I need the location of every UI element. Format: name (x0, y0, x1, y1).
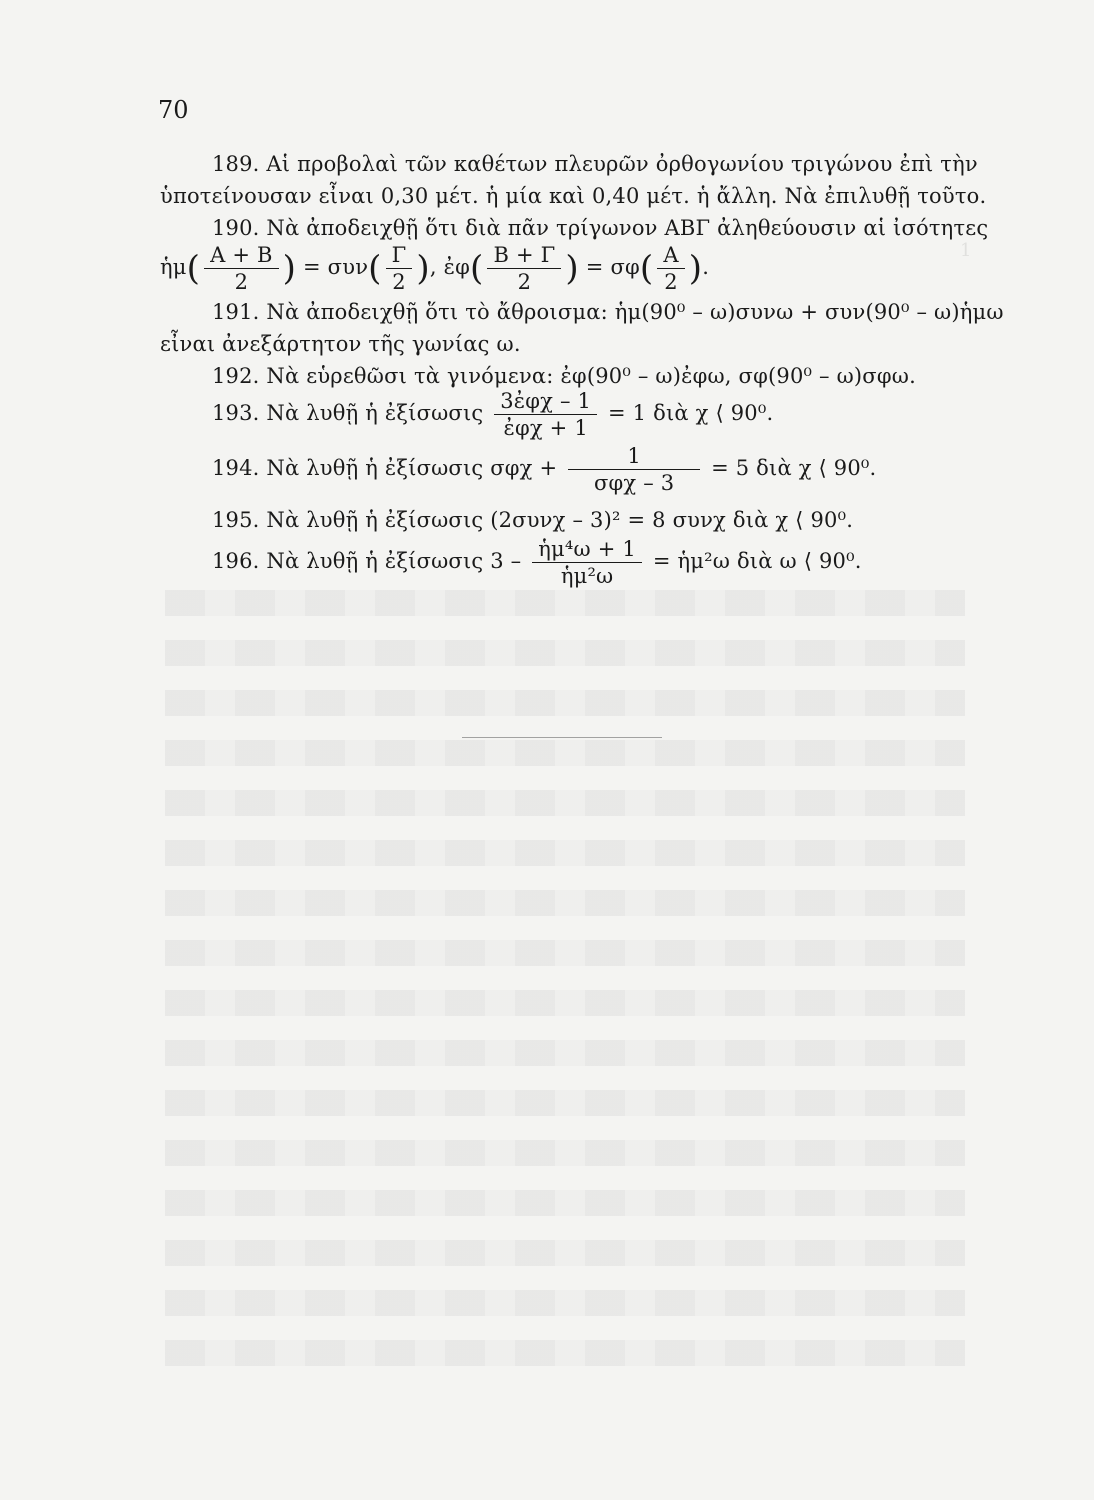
fraction-denominator: 2 (234, 270, 249, 295)
problem-190-formula (160, 244, 709, 293)
fraction (532, 538, 642, 587)
fraction (204, 244, 279, 293)
problem-tail: = ἡμ²ω διὰ ω ⟨ 90⁰. (652, 549, 862, 574)
left-paren: ( (470, 248, 484, 289)
left-paren: ( (368, 248, 382, 289)
fraction-numerator: Β + Γ (487, 244, 561, 269)
bleed-through-rule (462, 737, 662, 738)
bleed-through-band (165, 1140, 965, 1166)
formula-text: = συν (303, 255, 369, 280)
bleed-through-band (165, 990, 965, 1016)
fraction (494, 390, 597, 439)
bleed-through-text: 1 (960, 240, 972, 261)
bleed-through-band (165, 1090, 965, 1116)
right-paren: ) (282, 248, 297, 289)
bleed-through-band (165, 890, 965, 916)
page-number: 70 (158, 96, 189, 124)
bleed-through-band (165, 790, 965, 816)
problem-192: 192. Νὰ εὑρεθῶσι τὰ γινόμενα: ἐφ(90⁰ – ω)ἐφω, σφ(90⁰ – ω)σφω. (212, 364, 916, 388)
bleed-through-band (165, 690, 965, 716)
bleed-through-band (165, 1340, 965, 1366)
problem-190-line-1: 190. Νὰ ἀποδειχθῇ ὅτι διὰ πᾶν τρίγωνον ΑΒΓ ἀληθεύουσιν αἱ ἰσότητες (212, 216, 989, 240)
problem-194 (212, 445, 876, 494)
formula-text: . (702, 255, 710, 280)
fraction (487, 244, 561, 293)
problem-193 (212, 390, 773, 439)
bleed-through-band (165, 940, 965, 966)
fraction-numerator: 1 (568, 445, 700, 470)
fraction-numerator: Γ (386, 244, 413, 269)
problem-195: 195. Νὰ λυθῇ ἡ ἐξίσωσις (2συνχ – 3)² = 8 συνχ διὰ χ ⟨ 90⁰. (212, 508, 854, 532)
problem-189-line-2: ὑποτείνουσαν εἶναι 0,30 μέτ. ἡ μία καὶ 0,40 μέτ. ἡ ἄλλη. Νὰ ἐπιλυθῇ τοῦτο. (160, 184, 987, 208)
problem-tail: = 1 διὰ χ ⟨ 90⁰. (608, 401, 774, 426)
formula-text: = σφ (585, 255, 640, 280)
problem-tail: = 5 διὰ χ ⟨ 90⁰. (711, 456, 877, 481)
fraction (568, 445, 700, 494)
formula-text: ἡμ (160, 255, 187, 280)
problem-191-line-1: 191. Νὰ ἀποδειχθῇ ὅτι τὸ ἄθροισμα: ἡμ(90⁰ – ω)συνω + συν(90⁰ – ω)ἡμω (212, 300, 1004, 324)
fraction-numerator: Α (657, 244, 684, 269)
problem-lead: 196. Νὰ λυθῇ ἡ ἐξίσωσις 3 – (212, 549, 522, 574)
bleed-through-band (165, 1040, 965, 1066)
bleed-through-band (165, 1290, 965, 1316)
fraction-denominator: 2 (517, 270, 532, 295)
fraction (386, 244, 413, 293)
fraction-numerator: 3ἐφχ – 1 (494, 390, 597, 415)
formula-text: , ἐφ (429, 255, 470, 280)
fraction-denominator: 2 (664, 270, 678, 295)
left-paren: ( (639, 248, 654, 289)
fraction-numerator: Α + Β (204, 244, 279, 269)
fraction-denominator: 2 (392, 270, 406, 295)
bleed-through-band (165, 1190, 965, 1216)
problem-196 (212, 538, 862, 587)
bleed-through-band (165, 590, 965, 616)
bleed-through-band (165, 740, 965, 766)
fraction (657, 244, 684, 293)
right-paren: ) (416, 248, 430, 289)
left-paren: ( (186, 248, 201, 289)
problem-lead: 194. Νὰ λυθῇ ἡ ἐξίσωσις σφχ + (212, 456, 558, 481)
problem-191-line-2: εἶναι ἀνεξάρτητον τῆς γωνίας ω. (160, 332, 521, 356)
fraction-denominator: σφχ – 3 (593, 471, 675, 496)
problem-lead: 193. Νὰ λυθῇ ἡ ἐξίσωσις (212, 401, 484, 426)
fraction-denominator: ἡμ²ω (560, 564, 614, 589)
right-paren: ) (565, 248, 579, 289)
fraction-denominator: ἐφχ + 1 (503, 416, 588, 441)
fraction-numerator: ἡμ⁴ω + 1 (532, 538, 642, 563)
problem-189-line-1: 189. Αἱ προβολαὶ τῶν καθέτων πλευρῶν ὀρθογωνίου τριγώνου ἐπὶ τὴν (212, 152, 978, 176)
right-paren: ) (688, 248, 703, 289)
bleed-through-band (165, 840, 965, 866)
bleed-through-band (165, 1240, 965, 1266)
bleed-through-band (165, 640, 965, 666)
